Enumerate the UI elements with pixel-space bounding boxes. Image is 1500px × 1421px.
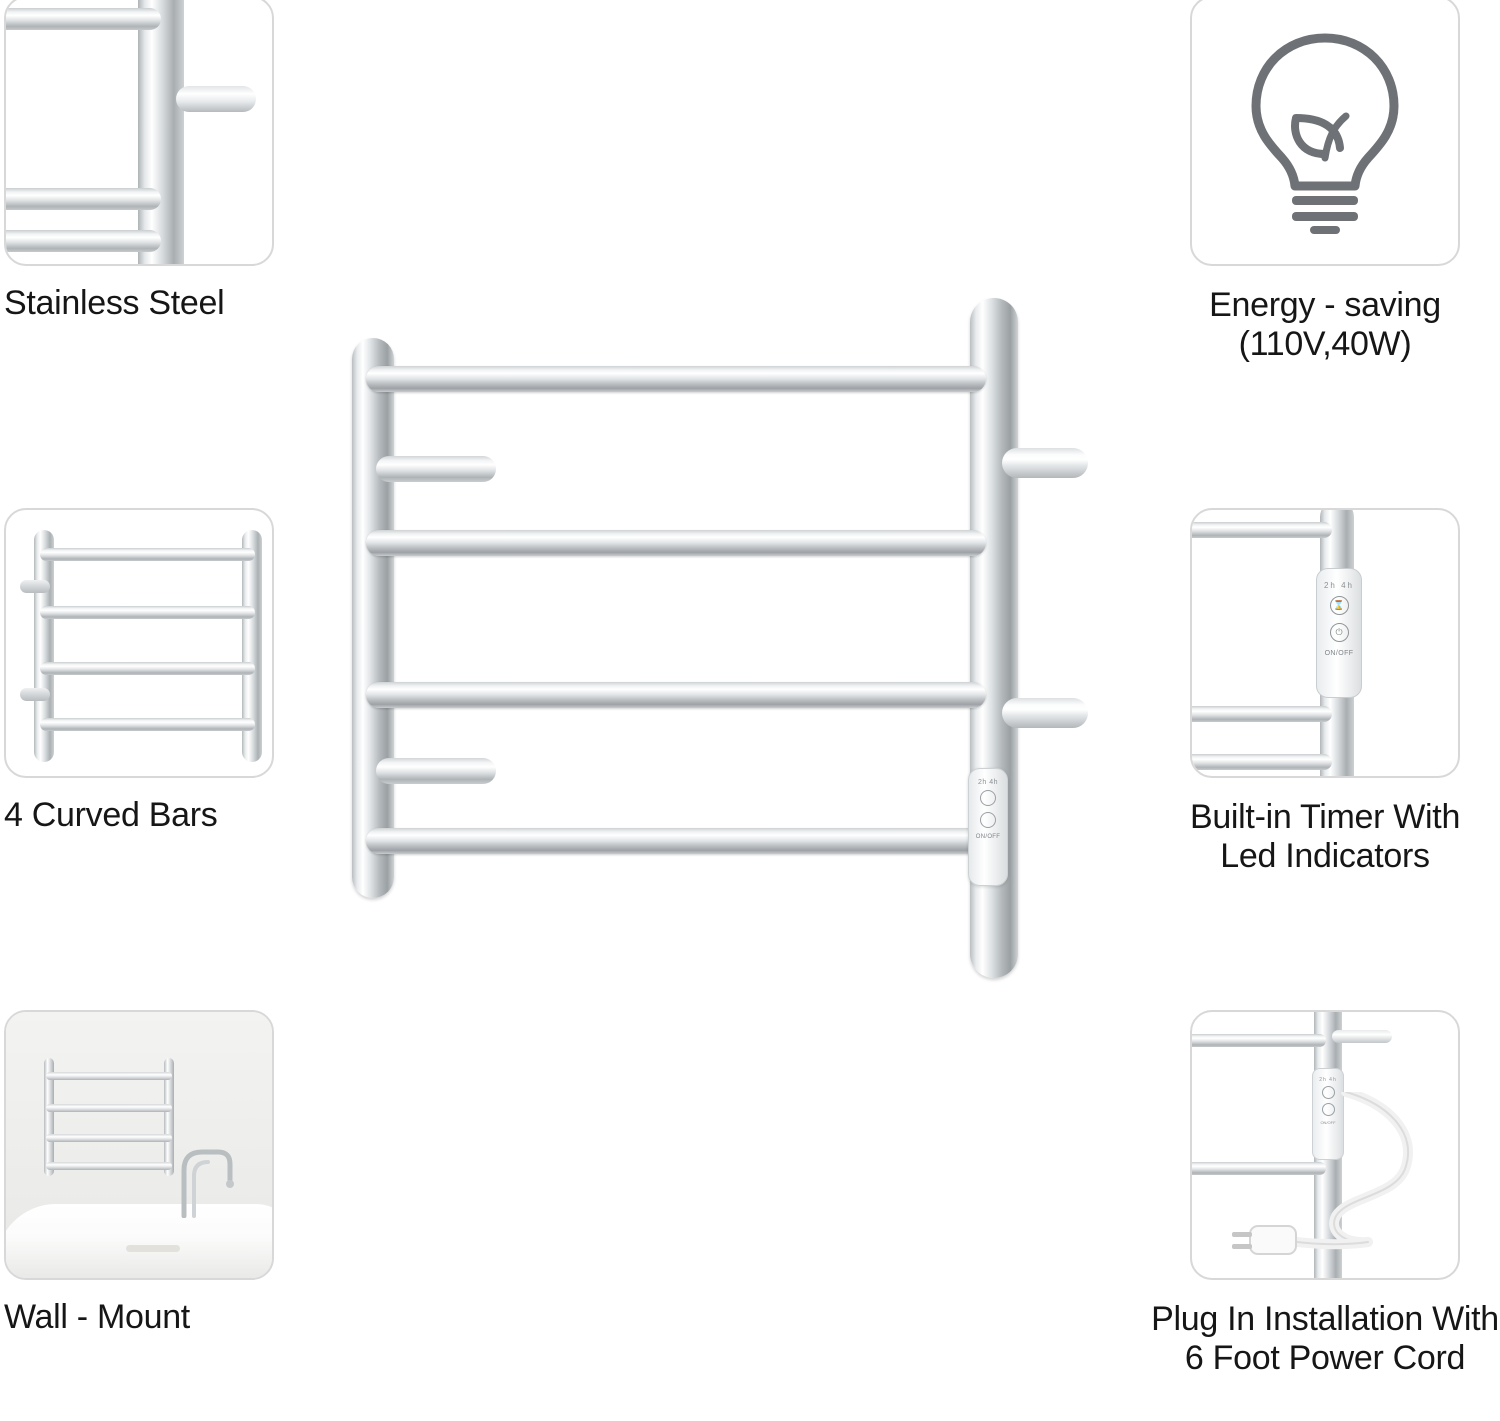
power-label: ON/OFF <box>975 834 1001 840</box>
feature-energy-saving <box>1155 0 1495 364</box>
power-button[interactable] <box>980 812 996 828</box>
rack-bar <box>46 1134 172 1142</box>
rack-bar <box>46 1104 172 1112</box>
rack-bar <box>40 718 255 731</box>
rack-post-left <box>352 338 394 898</box>
power-label: ON/OFF <box>1324 650 1354 657</box>
feature-caption-line2: Led Indicators <box>1220 837 1430 876</box>
feature-caption: Wall - Mount <box>4 1298 190 1336</box>
feature-caption-line2: (110V,40W) <box>1238 325 1412 364</box>
product-main-image <box>330 290 1120 1010</box>
rack-stud-upper <box>1002 448 1088 478</box>
rack-bar-curve-1 <box>376 456 496 482</box>
rack-bar-4 <box>366 828 986 854</box>
feature-caption <box>1155 798 1495 876</box>
power-cord-icon <box>1228 1092 1448 1272</box>
feature-caption <box>1155 286 1495 364</box>
rack-bar-curve-3 <box>376 758 496 784</box>
rack-bar <box>46 1072 172 1080</box>
control-panel[interactable] <box>968 768 1008 886</box>
rack-bar <box>4 8 161 30</box>
faucet-icon <box>172 1130 242 1218</box>
rack-bar <box>4 230 161 252</box>
plug-thumbnail <box>1190 1010 1460 1280</box>
rack-bar <box>46 1162 172 1170</box>
rack-bar-3 <box>366 682 986 708</box>
rack-bar <box>40 606 255 619</box>
feature-caption-line1: Energy - saving <box>1209 286 1441 324</box>
rack-bar-2 <box>366 530 986 556</box>
feature-curved-bars <box>4 508 274 835</box>
feature-stainless-steel <box>4 0 274 323</box>
rack-stud <box>176 86 256 112</box>
stainless-steel-thumbnail <box>4 0 274 266</box>
feature-caption-line1: Built-in Timer With <box>1189 798 1461 836</box>
feature-built-in-timer <box>1155 508 1495 876</box>
power-label: ON/OFF <box>1320 1120 1336 1125</box>
feature-caption-line1: Plug In Installation With <box>1151 1300 1499 1338</box>
feature-caption: 4 Curved Bars <box>4 796 218 834</box>
timer-duration-labels: 2h 4h <box>1319 1077 1337 1083</box>
feature-plug-in-installation <box>1151 1010 1499 1378</box>
rack-stud <box>20 688 50 701</box>
control-panel[interactable] <box>1316 568 1362 698</box>
feature-caption: Stainless Steel <box>4 284 225 322</box>
wall-mount-thumbnail <box>4 1010 274 1280</box>
rack-bar <box>40 662 255 675</box>
rack-bar-1 <box>366 366 986 392</box>
rack-stud <box>20 580 50 593</box>
feature-caption <box>1147 1300 1500 1378</box>
eco-lightbulb-icon <box>1230 26 1420 236</box>
energy-saving-thumbnail <box>1190 0 1460 266</box>
rack-bar <box>1190 754 1332 770</box>
rack-stud <box>1332 1030 1392 1043</box>
curved-bars-thumbnail <box>4 508 274 778</box>
rack-bar <box>40 548 255 561</box>
rack-bar <box>1190 522 1332 538</box>
rack-stud-lower <box>1002 698 1088 728</box>
mounted-rack <box>40 1058 178 1176</box>
power-button[interactable]: ⏻ <box>1330 623 1349 642</box>
timer-thumbnail <box>1190 508 1460 778</box>
feature-caption-line2: 6 Foot Power Cord <box>1184 1339 1466 1378</box>
rack-bar <box>1190 706 1332 722</box>
drain-detail <box>126 1245 180 1252</box>
timer-duration-labels: 2h 4h <box>1323 581 1355 590</box>
rack-bar <box>1190 1034 1326 1047</box>
timer-button[interactable] <box>980 790 996 806</box>
rack-post <box>138 0 184 266</box>
timer-duration-labels: 2h 4h <box>977 779 999 786</box>
feature-wall-mount <box>4 1010 274 1337</box>
timer-button[interactable]: ⌛ <box>1330 596 1349 615</box>
rack-bar <box>4 188 161 210</box>
